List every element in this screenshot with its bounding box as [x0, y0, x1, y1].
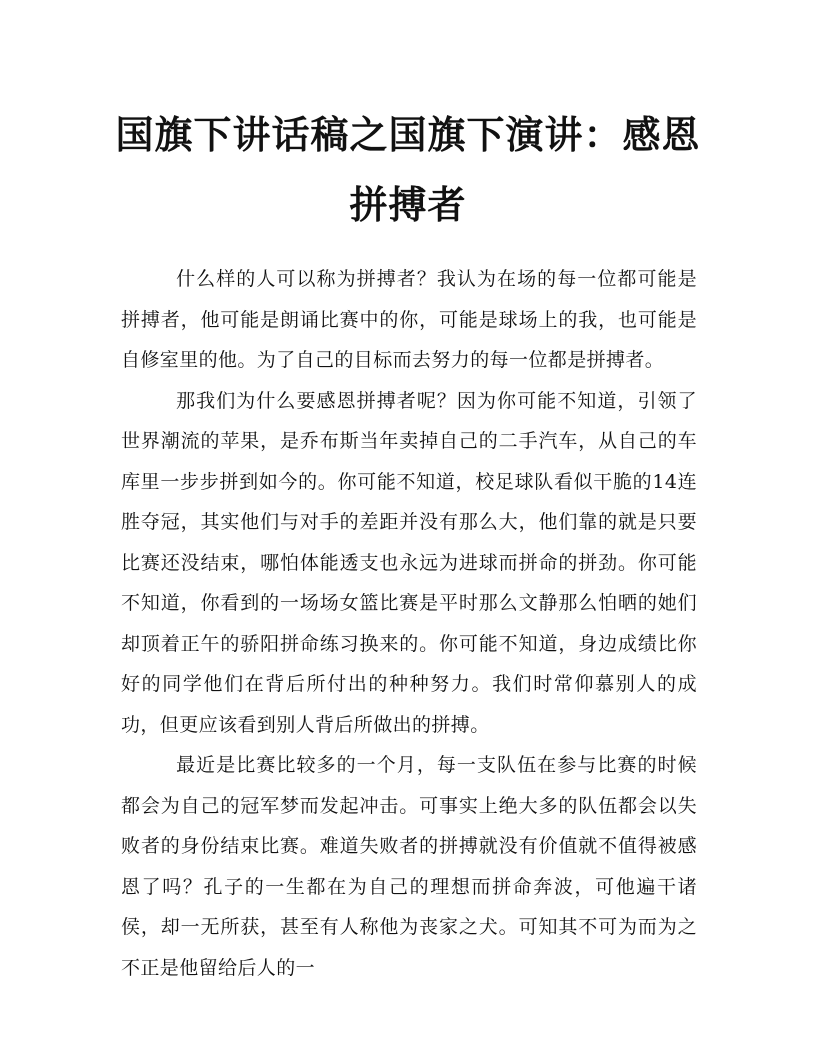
- paragraph-2: 那我们为什么要感恩拼搏者呢？因为你可能不知道，引领了世界潮流的苹果，是乔布斯当年卖掉自己的二手汽车，从自己的车库里一步步拼到如今的。你可能不知道，校足球队看似干脆的14连胜夺冠，其实他们与对手的差距并没有那么大，他们靠的就是只要比赛还没结束，哪怕体能透支也永远为进球而拼命的拼劲。你可能不知道，你看到的一场场女篮比赛是平时那么文静那么怕晒的她们却顶着正午的骄阳拼命练习换来的。你可能不知道，身边成绩比你好的同学他们在背后所付出的种种努力。我们时常仰慕别人的成功，但更应该看到别人背后所做出的拼搏。: [121, 389, 697, 736]
- document-body: [121, 259, 697, 988]
- paragraph-3: 最近是比赛比较多的一个月，每一支队伍在参与比赛的时候都会为自己的冠军梦而发起冲击。可事实上绝大多的队伍都会以失败者的身份结束比赛。难道失败者的拼搏就没有价值就不值得被感恩了吗？孔子的一生都在为自己的理想而拼命奔波，可他遍干诸侯，却一无所获，甚至有人称他为丧家之犬。可知其不可为而为之不正是他留给后人的一: [121, 754, 697, 979]
- paragraph-1: 什么样的人可以称为拼搏者？我认为在场的每一位都可能是拼搏者，他可能是朗诵比赛中的你，可能是球场上的我，也可能是自修室里的他。为了自己的目标而去努力的每一位都是拼搏者。: [121, 268, 697, 371]
- document-title: 国旗下讲话稿之国旗下演讲：感恩拼搏者: [115, 112, 701, 227]
